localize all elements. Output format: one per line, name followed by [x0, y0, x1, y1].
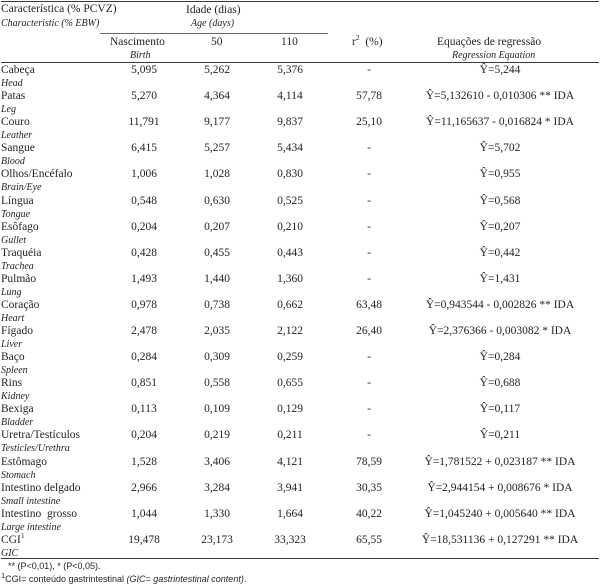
cell-r2: 78,59: [356, 455, 382, 468]
row-label-pt-text: Baço: [1, 351, 25, 364]
cell-d110: 5,376: [277, 64, 303, 76]
cell-d50: 1,330: [204, 507, 230, 520]
cell-d110: 9,837: [277, 116, 303, 129]
cell-d50: 3,406: [204, 455, 230, 468]
cell-equation: Ŷ=1,045240 + 0,005640 ** IDA: [424, 507, 576, 520]
row-label-en: Gullet: [1, 234, 26, 246]
row-label-pt: [1, 221, 39, 233]
row-label-pt: [1, 456, 47, 468]
cell-r2: -: [367, 220, 371, 233]
cell-birth: 1,493: [131, 272, 157, 285]
cell-r2: 26,40: [356, 325, 382, 337]
row-label-en: Brain/Eye: [1, 182, 42, 194]
cell-r2: -: [367, 142, 371, 155]
header-r2: [352, 33, 383, 48]
row-label-en: Blood: [1, 156, 25, 168]
row-label-pt: [1, 299, 39, 311]
row-label-en: Testicles/Urethra: [1, 443, 70, 455]
cell-d50: 1,028: [204, 168, 230, 181]
cell-equation: Ŷ=1,781522 + 0,023187 ** IDA: [424, 455, 576, 468]
cell-birth: 5,270: [131, 90, 157, 103]
row-label-en: Head: [1, 78, 23, 89]
cell-equation: Ŷ=0,568: [479, 194, 521, 207]
footnote-cgi: [1, 571, 247, 584]
cell-r2: -: [367, 246, 371, 259]
header-birth-en: Birth: [130, 50, 151, 61]
cell-r2: 30,35: [356, 481, 382, 494]
cell-d50: 5,262: [204, 64, 230, 76]
cell-birth: 1,528: [131, 455, 157, 468]
cell-d110: 1,360: [277, 272, 303, 285]
row-label-pt-text: Couro: [1, 116, 30, 129]
row-label-pt-text: Patas: [1, 90, 26, 103]
header-characteristic-pt: Característica (% PCVZ): [1, 3, 117, 15]
row-label-pt: [1, 247, 41, 259]
row-label-pt: [1, 142, 35, 154]
header-age-en: Age (days): [191, 18, 235, 29]
cell-d50: 0,207: [204, 220, 230, 233]
cell-birth: 2,478: [131, 325, 157, 337]
row-label-pt: [1, 482, 81, 494]
cell-r2: -: [367, 403, 371, 416]
cell-equation: Ŷ=0,207: [479, 220, 521, 233]
footnote-significance: ** (P<0,01), * (P<0,05).: [8, 561, 101, 571]
cell-birth: 0,428: [131, 246, 157, 259]
cell-birth: 0,548: [131, 194, 157, 207]
row-label-pt: [1, 429, 80, 441]
header-bottom-rule: [1, 62, 599, 63]
cell-d50: 5,257: [204, 142, 230, 155]
cell-birth: 2,966: [131, 481, 157, 494]
cell-equation: Ŷ=1,431: [479, 272, 521, 285]
row-label-en: Lung: [1, 286, 22, 298]
row-label-pt: [1, 168, 73, 180]
cell-birth: 1,006: [131, 168, 157, 181]
cell-r2: 57,78: [356, 90, 382, 103]
row-label-en: Small intestine: [1, 495, 61, 507]
row-label-en: GIC: [1, 547, 19, 559]
row-label-en: Bladder: [1, 417, 34, 429]
header-birth-pt: Nascimento: [110, 36, 165, 48]
cell-d50: 3,284: [204, 481, 230, 494]
row-label-en: Stomach: [1, 469, 36, 481]
row-label-pt-text: Sangue: [1, 142, 35, 155]
cell-d110: 5,434: [277, 142, 303, 155]
cell-d110: 2,122: [277, 325, 303, 337]
r2-base: r: [352, 36, 356, 48]
row-label-pt-text: Coração: [1, 298, 40, 311]
row-label-pt-text: Língua: [1, 194, 34, 207]
cell-birth: 0,204: [131, 220, 157, 233]
cell-equation: Ŷ=0,442: [479, 246, 521, 259]
row-label-en: Trachea: [1, 260, 34, 272]
row-label-pt: [1, 195, 34, 207]
cell-equation: Ŷ=0,211: [479, 429, 521, 442]
cell-birth: 0,851: [131, 377, 157, 390]
cell-birth: 0,204: [131, 429, 157, 442]
row-label-pt-text: Fígado: [1, 325, 33, 337]
cell-d110: 0,211: [277, 429, 303, 442]
cell-birth: 0,113: [131, 403, 157, 416]
row-label-en: Liver: [1, 339, 23, 350]
cell-d50: 23,173: [201, 533, 233, 546]
row-label-en: Spleen: [1, 365, 28, 377]
header-equation-pt: Equações de regressão: [437, 36, 542, 48]
cell-d50: 2,035: [204, 325, 230, 337]
cell-r2: -: [367, 194, 371, 207]
header-age-pt: Idade (dias): [186, 4, 241, 16]
cell-d110: 0,662: [277, 298, 303, 311]
cell-equation: Ŷ=18,531136 + 0,127291 ** IDA: [421, 533, 579, 546]
row-label-pt-text: Rins: [1, 377, 23, 390]
cell-d50: 9,177: [204, 116, 230, 129]
cell-r2: -: [367, 429, 371, 442]
footnote-cgi-end: .: [243, 574, 247, 584]
cell-equation: Ŷ=11,165637 - 0,016824 * IDA: [426, 116, 574, 129]
footnote-cgi-pt: CGI= conteúdo gastrintestinal: [5, 574, 124, 584]
header-col-50: 50: [211, 36, 223, 48]
row-label-pt-text: Uretra/Testículos: [1, 429, 81, 442]
cell-d110: 0,129: [277, 403, 303, 416]
row-label-en: Kidney: [1, 391, 30, 403]
header-col-110: 110: [281, 36, 298, 48]
cell-birth: 19,478: [128, 533, 160, 546]
cell-r2: -: [367, 377, 371, 390]
cell-d110: 4,121: [277, 455, 303, 468]
cell-d110: 0,259: [277, 351, 303, 364]
cell-d50: 0,630: [204, 194, 230, 207]
row-label-pt-text: Olhos/Encéfalo: [1, 168, 73, 181]
cell-r2: -: [367, 351, 371, 364]
row-label-pt: [1, 273, 36, 285]
row-label-pt-text: Esôfago: [1, 220, 39, 233]
row-label-pt: [1, 403, 34, 415]
row-label-en: Heart: [1, 312, 25, 324]
cell-equation: Ŷ=0,284: [479, 351, 521, 364]
header-characteristic-en: Characteristic (% EBW): [1, 18, 100, 29]
row-label-pt-text: Pulmão: [1, 272, 37, 285]
cell-d50: 1,440: [204, 272, 230, 285]
cell-equation: Ŷ=5,702: [479, 142, 521, 155]
cell-d50: 0,219: [204, 429, 230, 442]
cell-birth: 0,978: [131, 298, 157, 311]
cell-d110: 0,830: [277, 168, 303, 181]
row-label-pt: [1, 351, 25, 363]
cell-d110: 4,114: [277, 90, 303, 103]
bottom-rule: [1, 558, 599, 559]
cell-equation: Ŷ=0,117: [479, 403, 521, 416]
cell-r2: -: [367, 272, 371, 285]
row-label-en: Large intestine: [1, 521, 61, 533]
row-label-pt: [1, 508, 77, 520]
cell-birth: 11,791: [128, 116, 160, 129]
cell-r2: 25,10: [356, 116, 382, 129]
row-label-en: Leg: [1, 104, 16, 116]
cell-d50: 0,455: [204, 246, 230, 259]
row-label-pt-text: CGI: [1, 533, 21, 546]
cell-equation: Ŷ=0,955: [479, 168, 521, 181]
row-label-pt-text: Traquéia: [1, 246, 42, 259]
cell-d50: 4,364: [204, 90, 230, 103]
cell-equation: Ŷ=2,376366 - 0,003082 * IDA: [428, 325, 572, 337]
cell-equation: Ŷ=2,944154 + 0,008676 * IDA: [427, 481, 573, 494]
cell-d110: 0,443: [277, 246, 303, 259]
cell-d110: 3,941: [277, 481, 303, 494]
cell-equation: Ŷ=0,688: [479, 377, 521, 390]
row-label-pt: [1, 377, 22, 389]
row-label-pt-text: Intestino grosso: [1, 507, 78, 520]
cell-d110: 1,664: [277, 507, 303, 520]
cell-birth: 6,415: [131, 142, 157, 155]
row-label-pt: [1, 116, 30, 128]
cell-d110: 0,210: [277, 220, 303, 233]
top-rule: [1, 1, 599, 2]
footnote-cgi-en: (GIC= gastrintestinal content): [126, 574, 244, 584]
cell-r2: 63,48: [356, 298, 382, 311]
cell-r2: 40,22: [356, 507, 382, 520]
cell-d50: 0,738: [204, 298, 230, 311]
row-label-pt-text: Estômago: [1, 455, 47, 468]
row-label-pt: [1, 325, 33, 337]
row-label-pt: [1, 90, 25, 102]
cell-d110: 0,525: [277, 194, 303, 207]
cell-birth: 1,044: [131, 507, 157, 520]
cell-d110: 0,655: [277, 377, 303, 390]
cell-equation: Ŷ=0,943544 - 0,002826 ** IDA: [425, 298, 575, 311]
age-subheader-rule: [100, 33, 328, 34]
cell-d110: 33,323: [274, 533, 306, 546]
row-label-en: Tongue: [1, 208, 31, 220]
cell-equation: Ŷ=5,132610 - 0,010306 ** IDA: [425, 90, 575, 103]
row-label-pt: [1, 530, 25, 546]
cell-d50: 0,109: [204, 403, 230, 416]
row-label-pt: [1, 64, 35, 76]
cell-d50: 0,558: [204, 377, 230, 390]
row-label-sup: 1: [20, 530, 25, 540]
header-equation-en: Regression Equation: [452, 50, 536, 61]
cell-birth: 0,284: [131, 351, 157, 364]
footnote-cgi-marker: 1: [1, 571, 6, 580]
row-label-pt-text: Bexiga: [1, 403, 34, 416]
cell-r2: -: [367, 64, 371, 76]
cell-equation: Ŷ=5,244: [479, 64, 521, 76]
row-label-pt-text: Cabeça: [1, 64, 35, 76]
r2-unit: (%): [365, 36, 383, 48]
row-label-pt-text: Intestino delgado: [1, 481, 81, 494]
r2-exponent: 2: [355, 33, 360, 43]
cell-d50: 0,309: [204, 351, 230, 364]
cell-birth: 5,095: [131, 64, 157, 76]
cell-r2: -: [367, 168, 371, 181]
cell-r2: 65,55: [356, 533, 382, 546]
row-label-en: Leather: [1, 130, 33, 142]
